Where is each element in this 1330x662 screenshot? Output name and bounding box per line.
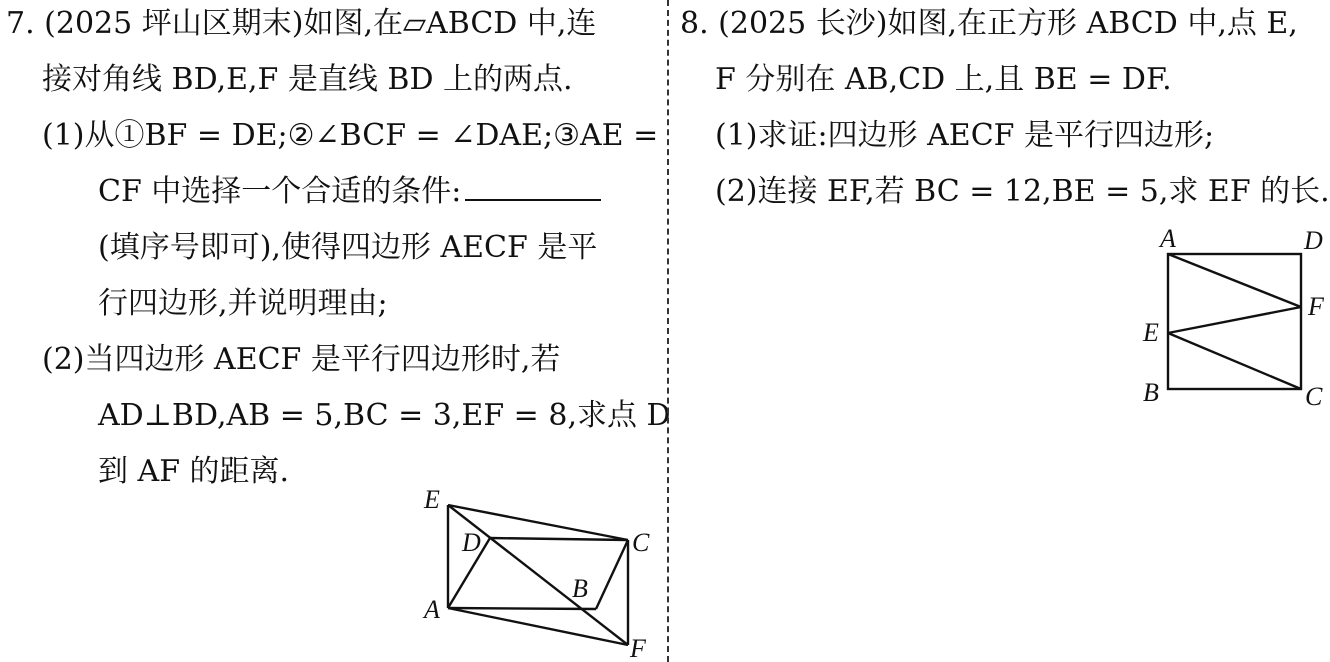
- p7-figure: [410, 480, 660, 662]
- label-D: D: [462, 528, 481, 557]
- square-ABCD: [1168, 254, 1301, 389]
- p8-figure: [1130, 222, 1328, 412]
- label-B: B: [1143, 378, 1159, 407]
- p7-line-5: (填序号即可),使得四边形 AECF 是平: [98, 230, 598, 265]
- label-E: E: [1143, 318, 1159, 347]
- p7-line-4: [98, 172, 601, 212]
- label-C: C: [632, 528, 650, 557]
- p7-line-2: 接对角线 BD,E,F 是直线 BD 上的两点.: [42, 62, 573, 97]
- segment-EC: [1168, 333, 1301, 389]
- line-EF: [448, 505, 628, 645]
- label-A: A: [1160, 224, 1176, 253]
- segment-AF: [1168, 254, 1301, 307]
- label-E: E: [424, 485, 440, 514]
- label-F: F: [1308, 292, 1324, 321]
- p7-line-7: (2)当四边形 AECF 是平行四边形时,若: [42, 342, 561, 377]
- p8-line-3: (1)求证:四边形 AECF 是平行四边形;: [715, 118, 1215, 153]
- p7-line-9: 到 AF 的距离.: [98, 454, 290, 489]
- p7-line-1: 7. (2025 坪山区期末)如图,在▱ABCD 中,连: [6, 6, 597, 41]
- answer-blank[interactable]: [465, 173, 601, 201]
- segment-AF: [448, 608, 628, 645]
- segment-CB: [596, 540, 628, 609]
- label-F: F: [630, 634, 646, 662]
- p7-line-4-text: CF 中选择一个合适的条件:: [98, 174, 462, 209]
- p7-line-6: 行四边形,并说明理由;: [98, 286, 388, 321]
- p8-line-1: 8. (2025 长沙)如图,在正方形 ABCD 中,点 E,: [680, 6, 1298, 41]
- p7-line-3: (1)从①BF = DE;②∠BCF = ∠DAE;③AE =: [42, 118, 659, 153]
- p7-line-8: AD⊥BD,AB = 5,BC = 3,EF = 8,求点 D: [98, 398, 671, 433]
- segment-EF: [1168, 307, 1301, 333]
- label-C: C: [1305, 382, 1323, 411]
- label-D: D: [1304, 226, 1323, 255]
- segment-BA: [448, 608, 596, 609]
- segment-DC: [490, 538, 628, 540]
- label-A: A: [424, 595, 440, 624]
- p8-line-2: F 分别在 AB,CD 上,且 BE = DF.: [715, 62, 1172, 97]
- p8-line-4: (2)连接 EF,若 BC = 12,BE = 5,求 EF 的长.: [715, 174, 1330, 209]
- column-divider: [667, 0, 669, 662]
- label-B: B: [572, 574, 588, 603]
